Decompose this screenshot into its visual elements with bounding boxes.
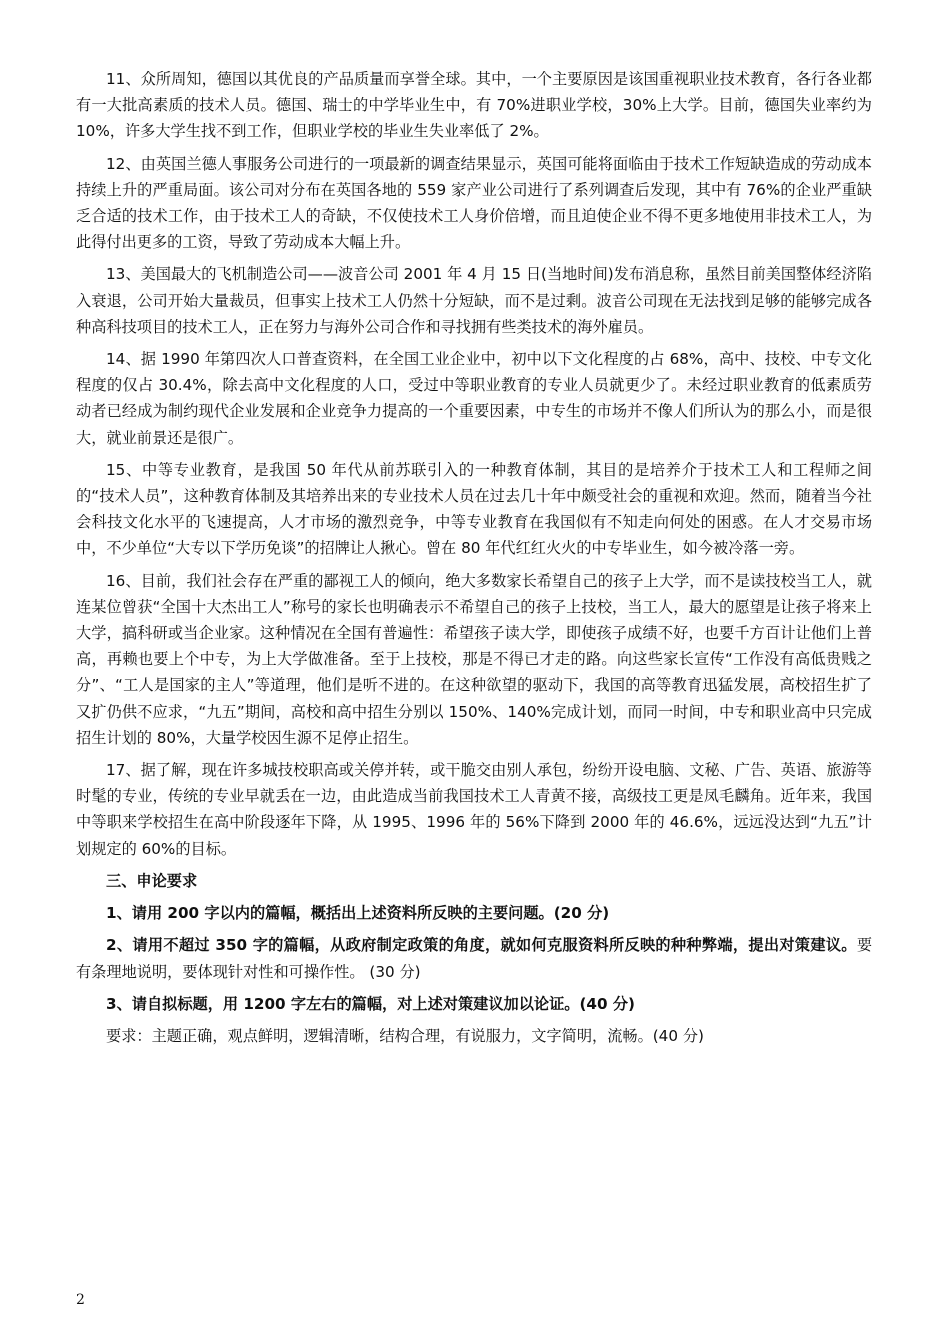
requirement-1-text: 1、请用 200 字以内的篇幅，概括出上述资料所反映的主要问题。(20 分) [106,904,610,923]
paragraph-12: 12、由英国兰德人事服务公司进行的一项最新的调查结果显示，英国可能将面临由于技术工作短缺造成的劳动成本持续上升的严重局面。该公司对分布在英国各地的 559 家产业公司进行了系列调查后发现，其中有 76%的企业严重缺乏合适的技术工作，由于技术工人的奇缺，不仅使技术工人身价倍增，而且迫使企业不得不更多地使用非技术工人，为此得付出更多的工资，导致了劳动成本大幅上升。 [76,154,872,252]
paragraph-15: 15、中等专业教育，是我国 50 年代从前苏联引入的一种教育体制，其目的是培养介于技术工人和工程师之间的“技术人员”，这种教育体制及其培养出来的专业技术人员在过去几十年中颇受社会的重视和欢迎。然而，随着当今社会科技文化水平的飞速提高，人才市场的激烈竞争，中等专业教育在我国似有不知走向何处的困惑。在人才交易市场中，不少单位“大专以下学历免谈”的招牌让人揪心。曾在 80 年代红红火火的中专毕业生，如今被冷落一旁。 [76,460,872,558]
page-number: 2 [76,1292,85,1308]
requirement-1 [76,900,872,926]
paragraph-14: 14、据 1990 年第四次人口普查资料，在全国工业企业中，初中以下文化程度的占 68%，高中、技校、中专文化程度的仅占 30.4%，除去高中文化程度的人口，受过中等职业教育的专业人员就更少了。未经过职业教育的低素质劳动者已经成为制约现代企业发展和企业竞争力提高的一个重要因素，中专生的市场并不像人们所认为的那么小，而是很大，就业前景还是很广。 [76,350,872,447]
requirement-note: 要求：主题正确，观点鲜明，逻辑清晰，结构合理，有说服力，文字简明，流畅。(40 分) [106,1026,704,1045]
document-body [76,66,872,1055]
paragraph-17: 17、据了解，现在许多城技校职高或关停并转，或干脆交由别人承包，纷纷开设电脑、文秘、广告、英语、旅游等时髦的专业，传统的专业早就丢在一边，由此造成当前我国技术工人青黄不接，高级技工更是凤毛麟角。近年来，我国中等职来学校招生在高中阶段逐年下降，从 1995、1996 年的 56%下降到 2000 年的 46.6%，远远没达到“九五”计划规定的 60%的目标。 [76,761,872,858]
requirement-3-text: 3、请自拟标题，用 1200 字左右的篇幅，对上述对策建议加以论证。(40 分) [106,994,635,1013]
requirement-2-bold-text: 2、请用不超过 350 字的篇幅，从政府制定政策的角度，就如何克服资料所反映的种种弊端，提出对策建议。 [106,936,857,955]
section-heading: 三、申论要求 [106,871,198,890]
paragraph-11: 11、众所周知，德国以其优良的产品质量而享誉全球。其中，一个主要原因是该国重视职业技术教育，各行各业都有一大批高素质的技术人员。德国、瑞士的中学毕业生中，有 70%进职业学校，30%上大学。目前，德国失业率约为 10%，许多大学生找不到工作，但职业学校的毕业生失业率低了 2%。 [76,70,872,141]
paragraph-13: 13、美国最大的飞机制造公司——波音公司 2001 年 4 月 15 日(当地时间)发布消息称，虽然目前美国整体经济陷入衰退，公司开始大量裁员，但事实上技术工人仍然十分短缺，而不是过剩。波音公司现在无法找到足够的能够完成各种高科技项目的技术工人，正在努力与海外公司合作和寻找拥有些类技术的海外雇员。 [76,265,872,336]
paragraph-16: 16、目前，我们社会存在严重的鄙视工人的倾向，绝大多数家长希望自己的孩子上大学，而不是读技校当工人，就连某位曾获“全国十大杰出工人”称号的家长也明确表示不希望自己的孩子上技校，当工人，最大的愿望是让孩子将来上大学，搞科研或当企业家。这种情况在全国有普遍性：希望孩子读大学，即使孩子成绩不好，也要千方百计让他们上普高，再赖也要上个中专，为上大学做准备。至于上技校，那是不得已才走的路。向这些家长宣传“工作没有高低贵贱之分”、“工人是国家的主人”等道理，他们是听不进的。在这种欲望的驱动下，我国的高等教育迅猛发展，高校招生扩了又扩仍供不应求，“九五”期间，高校和高中招生分别以 150%、140%完成计划，而同一时间，中专和职业高中只完成招生计划的 80%，大量学校因生源不足停止招生。 [76,571,872,747]
requirement-3 [76,991,872,1017]
requirement-2 [76,932,872,984]
requirement-2-plain-text: 要有条理地说明，要体现针对性和可操作性。 (30 分) [76,936,872,981]
